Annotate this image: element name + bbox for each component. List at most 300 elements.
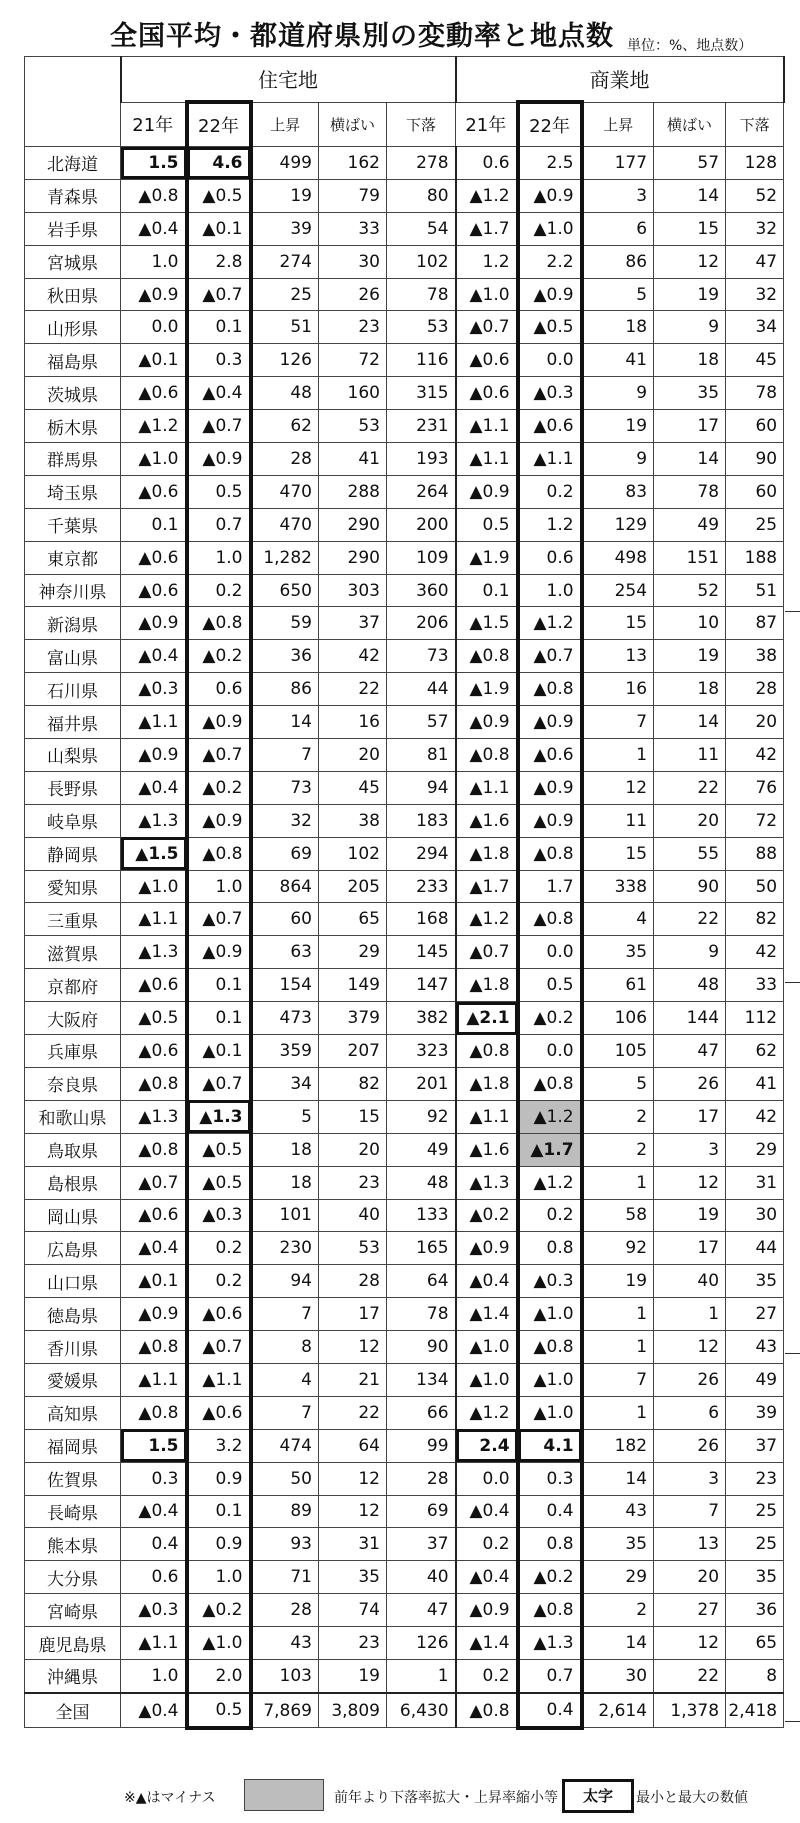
com-22-cell: ▲1.0 <box>518 212 582 245</box>
com-22-cell: 0.8 <box>518 1232 582 1265</box>
com-21-header: 21年 <box>456 102 518 147</box>
res-flat-cell: 12 <box>319 1331 387 1364</box>
res-down-cell: 69 <box>387 1495 456 1528</box>
com-flat-cell: 40 <box>654 1265 726 1298</box>
res-21-cell: ▲0.9 <box>121 1298 187 1331</box>
res-up-cell: 230 <box>251 1232 319 1265</box>
res-flat-cell: 205 <box>319 870 387 903</box>
com-21-cell: ▲1.2 <box>456 179 518 212</box>
margin-tick <box>785 982 800 983</box>
prefecture-cell: 広島県 <box>25 1232 121 1265</box>
res-down-cell: 233 <box>387 870 456 903</box>
res-22-cell: 1.0 <box>187 1561 251 1594</box>
res-down-cell: 382 <box>387 1002 456 1035</box>
com-down-cell: 32 <box>726 212 784 245</box>
table-row <box>25 804 784 837</box>
legend-minus-note: ※▲はマイナス <box>124 1790 216 1806</box>
com-21-cell: 2.4 <box>456 1429 518 1462</box>
res-flat-cell: 40 <box>319 1199 387 1232</box>
table-row <box>25 311 784 344</box>
res-21-cell: ▲1.3 <box>121 804 187 837</box>
prefecture-cell: 岩手県 <box>25 212 121 245</box>
res-21-cell: ▲1.5 <box>121 837 187 870</box>
com-flat-cell: 12 <box>654 1331 726 1364</box>
com-up-cell: 1 <box>582 739 654 772</box>
com-22-cell: 2.2 <box>518 245 582 278</box>
res-21-cell: ▲0.6 <box>121 475 187 508</box>
res-21-cell: ▲0.8 <box>121 1133 187 1166</box>
table-row <box>25 1363 784 1396</box>
com-up-cell: 41 <box>582 344 654 377</box>
res-up-cell: 48 <box>251 377 319 410</box>
res-flat-cell: 303 <box>319 574 387 607</box>
com-flat-header: 横ばい <box>654 102 726 147</box>
com-flat-cell: 151 <box>654 541 726 574</box>
com-down-cell: 41 <box>726 1067 784 1100</box>
res-down-cell: 206 <box>387 607 456 640</box>
table-row <box>25 903 784 936</box>
com-21-cell: ▲1.3 <box>456 1166 518 1199</box>
com-up-cell: 105 <box>582 1035 654 1068</box>
res-flat-cell: 41 <box>319 443 387 476</box>
com-22-cell: ▲0.3 <box>518 377 582 410</box>
com-flat-cell: 55 <box>654 837 726 870</box>
res-21-cell: ▲1.1 <box>121 903 187 936</box>
com-down-cell: 128 <box>726 147 784 180</box>
com-22-cell: 0.7 <box>518 1659 582 1692</box>
com-21-cell: ▲0.8 <box>456 640 518 673</box>
com-up-cell: 7 <box>582 1363 654 1396</box>
com-22-cell: 0.4 <box>518 1693 582 1728</box>
res-22-header: 22年 <box>187 102 251 147</box>
legend <box>24 1776 763 1816</box>
com-flat-cell: 9 <box>654 936 726 969</box>
table-row <box>25 1495 784 1528</box>
com-flat-cell: 15 <box>654 212 726 245</box>
com-22-cell: 1.2 <box>518 508 582 541</box>
com-22-cell: ▲1.7 <box>518 1133 582 1166</box>
res-22-cell: ▲0.5 <box>187 179 251 212</box>
margin-tick <box>785 1721 800 1722</box>
res-21-header: 21年 <box>121 102 187 147</box>
prefecture-cell: 長崎県 <box>25 1495 121 1528</box>
com-up-cell: 2,614 <box>582 1693 654 1728</box>
com-22-cell: ▲1.0 <box>518 1363 582 1396</box>
com-21-cell: 0.5 <box>456 508 518 541</box>
res-22-cell: ▲0.6 <box>187 1396 251 1429</box>
com-21-cell: ▲1.1 <box>456 1100 518 1133</box>
res-down-cell: 57 <box>387 706 456 739</box>
table-row <box>25 1594 784 1627</box>
res-22-cell: 0.7 <box>187 508 251 541</box>
res-down-cell: 126 <box>387 1627 456 1660</box>
com-21-cell: ▲1.1 <box>456 410 518 443</box>
res-flat-cell: 162 <box>319 147 387 180</box>
margin-tick <box>785 611 800 612</box>
com-down-cell: 51 <box>726 574 784 607</box>
com-21-cell: ▲0.8 <box>456 1693 518 1728</box>
res-21-cell: ▲1.1 <box>121 1363 187 1396</box>
com-down-cell: 25 <box>726 1495 784 1528</box>
res-flat-cell: 26 <box>319 278 387 311</box>
land-price-table <box>24 56 785 1730</box>
prefecture-cell: 兵庫県 <box>25 1035 121 1068</box>
com-22-cell: 1.0 <box>518 574 582 607</box>
prefecture-cell: 岐阜県 <box>25 804 121 837</box>
res-flat-cell: 82 <box>319 1067 387 1100</box>
com-down-cell: 88 <box>726 837 784 870</box>
res-22-cell: ▲0.7 <box>187 1331 251 1364</box>
com-flat-cell: 14 <box>654 179 726 212</box>
res-up-cell: 43 <box>251 1627 319 1660</box>
res-22-cell: ▲1.3 <box>187 1100 251 1133</box>
unit-note: 単位：%、地点数） <box>627 38 753 54</box>
res-flat-cell: 29 <box>319 936 387 969</box>
res-down-cell: 47 <box>387 1594 456 1627</box>
res-flat-cell: 19 <box>319 1659 387 1692</box>
com-down-cell: 52 <box>726 179 784 212</box>
res-22-cell: ▲0.6 <box>187 1298 251 1331</box>
com-down-cell: 72 <box>726 804 784 837</box>
com-down-cell: 35 <box>726 1265 784 1298</box>
table-row <box>25 410 784 443</box>
res-down-cell: 40 <box>387 1561 456 1594</box>
com-22-cell: 2.5 <box>518 147 582 180</box>
res-up-cell: 499 <box>251 147 319 180</box>
res-up-cell: 473 <box>251 1002 319 1035</box>
table-row <box>25 212 784 245</box>
com-flat-cell: 3 <box>654 1462 726 1495</box>
res-flat-cell: 12 <box>319 1495 387 1528</box>
res-21-cell: 1.5 <box>121 1429 187 1462</box>
res-22-cell: ▲1.1 <box>187 1363 251 1396</box>
res-21-cell: ▲0.6 <box>121 541 187 574</box>
res-21-cell: 0.1 <box>121 508 187 541</box>
table-row <box>25 344 784 377</box>
table-row <box>25 640 784 673</box>
res-22-cell: 0.9 <box>187 1462 251 1495</box>
res-flat-cell: 23 <box>319 1627 387 1660</box>
res-flat-cell: 45 <box>319 771 387 804</box>
com-up-cell: 2 <box>582 1594 654 1627</box>
prefecture-cell: 大阪府 <box>25 1002 121 1035</box>
res-22-cell: 0.5 <box>187 475 251 508</box>
res-flat-cell: 23 <box>319 1166 387 1199</box>
com-up-cell: 338 <box>582 870 654 903</box>
com-21-cell: ▲0.6 <box>456 344 518 377</box>
com-21-cell: ▲1.7 <box>456 870 518 903</box>
com-down-cell: 42 <box>726 936 784 969</box>
com-down-cell: 36 <box>726 1594 784 1627</box>
res-22-cell: ▲0.2 <box>187 771 251 804</box>
res-flat-cell: 21 <box>319 1363 387 1396</box>
com-up-cell: 16 <box>582 673 654 706</box>
com-up-cell: 1 <box>582 1331 654 1364</box>
res-up-cell: 62 <box>251 410 319 443</box>
table-row <box>25 147 784 180</box>
com-flat-cell: 14 <box>654 443 726 476</box>
res-21-cell: ▲0.7 <box>121 1166 187 1199</box>
res-up-cell: 39 <box>251 212 319 245</box>
com-down-cell: 42 <box>726 739 784 772</box>
com-flat-cell: 90 <box>654 870 726 903</box>
com-22-cell: ▲1.2 <box>518 1166 582 1199</box>
res-up-cell: 4 <box>251 1363 319 1396</box>
margin-tick <box>785 1353 800 1354</box>
res-up-cell: 69 <box>251 837 319 870</box>
com-22-cell: ▲0.6 <box>518 739 582 772</box>
com-down-cell: 2,418 <box>726 1693 784 1728</box>
prefecture-cell: 長野県 <box>25 771 121 804</box>
com-22-cell: 0.0 <box>518 936 582 969</box>
prefecture-cell: 埼玉県 <box>25 475 121 508</box>
com-up-cell: 61 <box>582 969 654 1002</box>
table-row <box>25 673 784 706</box>
res-21-cell: ▲0.4 <box>121 640 187 673</box>
res-flat-cell: 17 <box>319 1298 387 1331</box>
res-21-cell: ▲0.5 <box>121 1002 187 1035</box>
com-22-cell: ▲0.9 <box>518 706 582 739</box>
res-flat-cell: 22 <box>319 673 387 706</box>
com-up-cell: 1 <box>582 1298 654 1331</box>
res-22-cell: ▲0.7 <box>187 278 251 311</box>
com-up-cell: 12 <box>582 771 654 804</box>
com-21-cell: ▲0.4 <box>456 1561 518 1594</box>
res-up-cell: 7 <box>251 739 319 772</box>
com-21-cell: ▲0.7 <box>456 936 518 969</box>
prefecture-cell: 愛知県 <box>25 870 121 903</box>
res-down-cell: 53 <box>387 311 456 344</box>
com-22-cell: ▲0.8 <box>518 1067 582 1100</box>
res-21-cell: ▲0.9 <box>121 607 187 640</box>
com-flat-cell: 57 <box>654 147 726 180</box>
table-row <box>25 969 784 1002</box>
com-down-cell: 20 <box>726 706 784 739</box>
res-down-cell: 278 <box>387 147 456 180</box>
legend-bold-swatch: 太字 <box>562 1779 634 1813</box>
com-21-cell: 0.6 <box>456 147 518 180</box>
com-22-cell: ▲0.8 <box>518 1331 582 1364</box>
res-22-cell: ▲0.7 <box>187 903 251 936</box>
res-21-cell: ▲0.1 <box>121 1265 187 1298</box>
res-flat-cell: 53 <box>319 1232 387 1265</box>
com-down-cell: 50 <box>726 870 784 903</box>
legend-gray-desc: 前年より下落率拡大・上昇率縮小等 <box>334 1790 558 1806</box>
prefecture-cell: 鹿児島県 <box>25 1627 121 1660</box>
res-21-cell: ▲0.6 <box>121 969 187 1002</box>
com-21-cell: ▲1.8 <box>456 969 518 1002</box>
com-up-cell: 35 <box>582 1528 654 1561</box>
res-21-cell: ▲0.9 <box>121 739 187 772</box>
table-row <box>25 706 784 739</box>
com-21-cell: ▲0.7 <box>456 311 518 344</box>
res-22-cell: 0.2 <box>187 1232 251 1265</box>
table-row <box>25 1166 784 1199</box>
res-21-cell: ▲0.6 <box>121 1035 187 1068</box>
res-up-header: 上昇 <box>251 102 319 147</box>
res-up-cell: 59 <box>251 607 319 640</box>
com-22-cell: ▲0.2 <box>518 1561 582 1594</box>
com-up-cell: 5 <box>582 278 654 311</box>
res-21-cell: ▲0.8 <box>121 1396 187 1429</box>
com-21-cell: ▲1.4 <box>456 1298 518 1331</box>
res-up-cell: 28 <box>251 1594 319 1627</box>
res-down-cell: 37 <box>387 1528 456 1561</box>
com-up-cell: 86 <box>582 245 654 278</box>
prefecture-cell: 千葉県 <box>25 508 121 541</box>
res-down-cell: 92 <box>387 1100 456 1133</box>
res-flat-cell: 290 <box>319 541 387 574</box>
table-row <box>25 508 784 541</box>
res-22-cell: ▲0.9 <box>187 706 251 739</box>
table-row <box>25 607 784 640</box>
com-22-cell: 0.2 <box>518 475 582 508</box>
page-title: 全国平均・都道府県別の変動率と地点数 <box>110 21 614 52</box>
res-21-cell: ▲0.9 <box>121 278 187 311</box>
com-21-cell: ▲1.0 <box>456 278 518 311</box>
prefecture-cell: 佐賀県 <box>25 1462 121 1495</box>
res-down-cell: 44 <box>387 673 456 706</box>
res-flat-cell: 37 <box>319 607 387 640</box>
prefecture-cell: 福島県 <box>25 344 121 377</box>
res-22-cell: ▲0.9 <box>187 936 251 969</box>
res-up-cell: 7 <box>251 1298 319 1331</box>
prefecture-cell: 静岡県 <box>25 837 121 870</box>
com-22-cell: 0.3 <box>518 1462 582 1495</box>
res-down-cell: 49 <box>387 1133 456 1166</box>
legend-bold-desc: 最小と最大の数値 <box>636 1790 748 1806</box>
table-row <box>25 1035 784 1068</box>
com-up-cell: 43 <box>582 1495 654 1528</box>
com-22-cell: ▲1.0 <box>518 1298 582 1331</box>
table-row <box>25 1462 784 1495</box>
com-flat-cell: 7 <box>654 1495 726 1528</box>
prefecture-cell: 三重県 <box>25 903 121 936</box>
com-flat-cell: 1,378 <box>654 1693 726 1728</box>
table-row <box>25 1133 784 1166</box>
com-22-cell: ▲0.6 <box>518 410 582 443</box>
res-up-cell: 5 <box>251 1100 319 1133</box>
total-row <box>25 1693 784 1728</box>
res-flat-cell: 74 <box>319 1594 387 1627</box>
com-down-cell: 60 <box>726 475 784 508</box>
com-21-cell: ▲1.5 <box>456 607 518 640</box>
com-flat-cell: 20 <box>654 1561 726 1594</box>
prefecture-cell: 高知県 <box>25 1396 121 1429</box>
res-up-cell: 470 <box>251 475 319 508</box>
res-flat-cell: 288 <box>319 475 387 508</box>
prefecture-cell: 香川県 <box>25 1331 121 1364</box>
com-down-cell: 30 <box>726 1199 784 1232</box>
res-21-cell: ▲0.1 <box>121 344 187 377</box>
com-up-cell: 5 <box>582 1067 654 1100</box>
com-21-cell: ▲0.9 <box>456 1594 518 1627</box>
com-flat-cell: 26 <box>654 1363 726 1396</box>
com-21-cell: ▲1.8 <box>456 1067 518 1100</box>
res-21-cell: 0.3 <box>121 1462 187 1495</box>
res-down-cell: 294 <box>387 837 456 870</box>
com-22-cell: 0.0 <box>518 1035 582 1068</box>
res-flat-cell: 20 <box>319 739 387 772</box>
table-row <box>25 739 784 772</box>
table-row <box>25 1265 784 1298</box>
res-flat-cell: 64 <box>319 1429 387 1462</box>
res-down-cell: 28 <box>387 1462 456 1495</box>
table-row <box>25 377 784 410</box>
res-22-cell: 0.3 <box>187 344 251 377</box>
com-down-cell: 39 <box>726 1396 784 1429</box>
res-22-cell: ▲0.7 <box>187 410 251 443</box>
corner-cell <box>25 57 121 147</box>
com-flat-cell: 22 <box>654 903 726 936</box>
res-22-cell: ▲0.1 <box>187 1035 251 1068</box>
prefecture-cell: 石川県 <box>25 673 121 706</box>
com-flat-cell: 19 <box>654 278 726 311</box>
res-down-cell: 109 <box>387 541 456 574</box>
com-up-cell: 4 <box>582 903 654 936</box>
prefecture-cell: 福井県 <box>25 706 121 739</box>
res-21-cell: ▲0.3 <box>121 673 187 706</box>
com-up-cell: 498 <box>582 541 654 574</box>
com-flat-cell: 78 <box>654 475 726 508</box>
com-down-cell: 44 <box>726 1232 784 1265</box>
res-21-cell: 0.0 <box>121 311 187 344</box>
com-22-header: 22年 <box>518 102 582 147</box>
com-up-cell: 15 <box>582 607 654 640</box>
com-flat-cell: 18 <box>654 673 726 706</box>
com-down-cell: 82 <box>726 903 784 936</box>
res-flat-cell: 72 <box>319 344 387 377</box>
res-21-cell: ▲1.1 <box>121 706 187 739</box>
res-22-cell: 0.1 <box>187 1002 251 1035</box>
com-down-cell: 8 <box>726 1659 784 1692</box>
com-down-cell: 43 <box>726 1331 784 1364</box>
res-22-cell: 0.2 <box>187 574 251 607</box>
com-22-cell: ▲0.9 <box>518 804 582 837</box>
prefecture-cell: 山梨県 <box>25 739 121 772</box>
res-21-cell: ▲1.0 <box>121 870 187 903</box>
com-21-cell: ▲0.9 <box>456 1232 518 1265</box>
res-up-cell: 14 <box>251 706 319 739</box>
res-up-cell: 474 <box>251 1429 319 1462</box>
res-21-cell: 1.0 <box>121 245 187 278</box>
com-flat-cell: 1 <box>654 1298 726 1331</box>
table-row <box>25 1429 784 1462</box>
res-flat-header: 横ばい <box>319 102 387 147</box>
res-flat-cell: 290 <box>319 508 387 541</box>
com-21-cell: ▲2.1 <box>456 1002 518 1035</box>
com-21-cell: ▲0.2 <box>456 1199 518 1232</box>
com-22-cell: 4.1 <box>518 1429 582 1462</box>
res-down-cell: 134 <box>387 1363 456 1396</box>
com-22-cell: 1.7 <box>518 870 582 903</box>
table-row <box>25 1199 784 1232</box>
table-body <box>25 147 784 1728</box>
com-flat-cell: 144 <box>654 1002 726 1035</box>
com-down-cell: 45 <box>726 344 784 377</box>
com-21-cell: ▲0.9 <box>456 706 518 739</box>
com-flat-cell: 26 <box>654 1067 726 1100</box>
res-22-cell: ▲1.0 <box>187 1627 251 1660</box>
res-up-cell: 36 <box>251 640 319 673</box>
res-up-cell: 7 <box>251 1396 319 1429</box>
res-down-cell: 90 <box>387 1331 456 1364</box>
res-flat-cell: 42 <box>319 640 387 673</box>
res-up-cell: 470 <box>251 508 319 541</box>
com-flat-cell: 3 <box>654 1133 726 1166</box>
res-flat-cell: 102 <box>319 837 387 870</box>
res-down-cell: 231 <box>387 410 456 443</box>
